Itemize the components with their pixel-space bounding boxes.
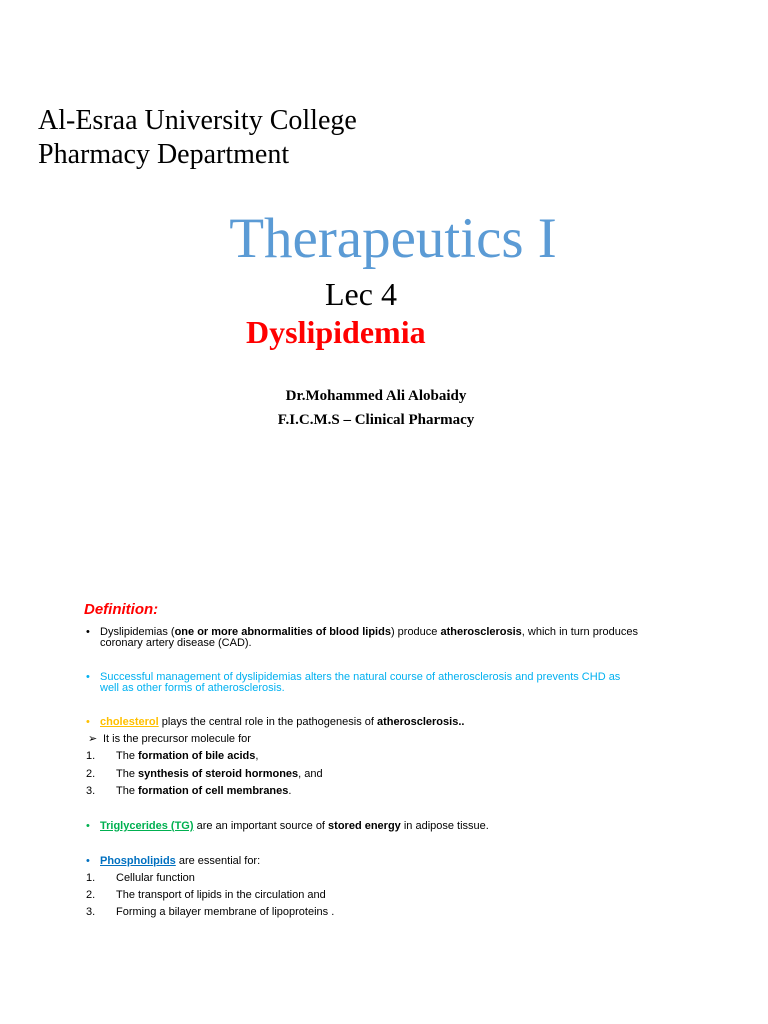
list-item — [86, 717, 686, 728]
bullet-marker: • — [86, 855, 90, 867]
department-name: Pharmacy Department — [38, 139, 290, 170]
author-name: Dr.Mohammed Ali Alobaidy — [285, 388, 467, 404]
cholesterol-statement: cholesterol plays the central role in the pathogenesis of atherosclerosis.. — [100, 716, 465, 728]
list-item — [88, 734, 688, 745]
list-number: 1. — [86, 872, 96, 884]
precursor-statement: It is the precursor molecule for — [103, 733, 251, 745]
author-block — [0, 384, 752, 432]
dyslipidemia-definition: Dyslipidemias (one or more abnormalities of blood lipids) produce atherosclerosis, which in turn produces coronary artery disease (CAD). — [100, 626, 638, 649]
list-item: 1. The formation of bile acids, — [86, 750, 259, 762]
bullet-marker: • — [86, 716, 90, 728]
list-number: 2. — [86, 889, 96, 901]
bullet-marker: • — [86, 626, 90, 638]
list-item: 2. The synthesis of steroid hormones, and — [86, 768, 323, 780]
list-item — [86, 856, 686, 867]
list-item: 3. The formation of cell membranes. — [86, 785, 292, 797]
institution-block — [38, 104, 357, 172]
definition-slide — [0, 600, 768, 1024]
list-number: 3. — [86, 785, 96, 797]
list-number: 1. — [86, 750, 96, 762]
author-title: F.I.C.M.S – Clinical Pharmacy — [277, 412, 475, 428]
list-number: 3. — [86, 906, 96, 918]
definition-heading: Definition: — [84, 601, 159, 618]
list-number: 2. — [86, 768, 96, 780]
triglycerides-statement: Triglycerides (TG) are an important source of stored energy in adipose tissue. — [100, 820, 489, 832]
institution-name: Al-Esraa University College — [38, 105, 357, 136]
phospholipids-statement: Phospholipids are essential for: — [100, 855, 261, 867]
list-item — [86, 627, 686, 649]
list-item: 2. The transport of lipids in the circulation and — [86, 889, 326, 901]
lecture-number: Lec 4 — [325, 276, 397, 312]
list-item — [86, 672, 686, 694]
bullet-marker: • — [86, 820, 90, 832]
management-statement: Successful management of dyslipidemias alters the natural course of atherosclerosis and prevents CHD as well as other forms of atherosclerosis. — [100, 671, 621, 694]
list-item: 1. Cellular function — [86, 872, 195, 884]
list-item — [86, 821, 686, 832]
arrow-marker: ➢ — [88, 733, 98, 745]
list-item: 3. Forming a bilayer membrane of lipoproteins . — [86, 906, 335, 918]
lecture-topic: Dyslipidemia — [246, 314, 426, 350]
course-title: Therapeutics I — [229, 207, 557, 270]
bullet-marker: • — [86, 671, 90, 683]
